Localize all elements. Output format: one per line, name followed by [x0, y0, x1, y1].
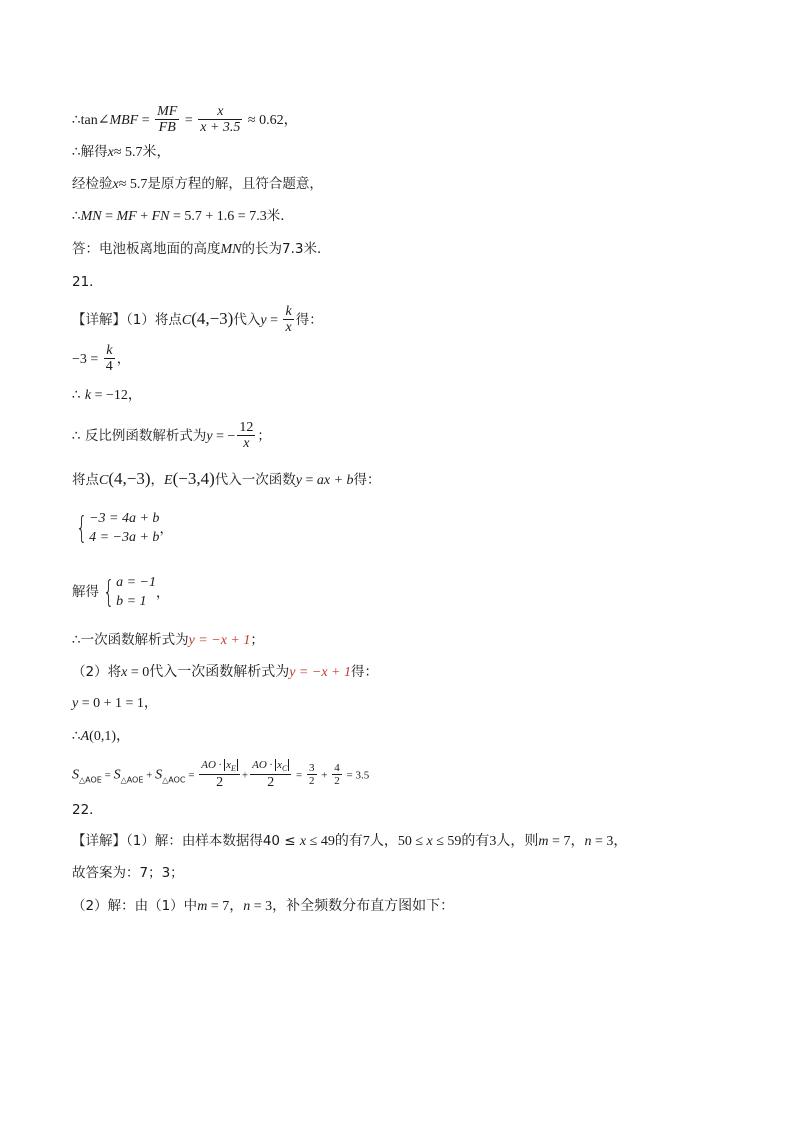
system-solution-line: 解得 { a = −1 b = 1 ，	[72, 574, 170, 610]
mn-sum-line: ∴MN = MF + FN = 5.7 + 1.6 = 7.3米．	[72, 208, 294, 224]
fraction-mf-fb: $\frac{MF}{FB}$	[157, 104, 178, 136]
fraction-4-over-2: $\frac{4}{2}$	[334, 762, 340, 788]
equation-k-over-4: −3 = $\frac{k}{4}$ ，	[72, 343, 131, 375]
sample-data-line: 【详解】（1）解：由样本数据得40 ≤ x ≤ 49的有7人，50 ≤ x ≤ 59的有3人，则m = 7，n = 3，	[72, 833, 628, 849]
y-value-line: y = 0 + 1 = 1，	[72, 696, 158, 711]
answer-fill-line: 故答案为：7；3；	[72, 865, 184, 881]
linear-function-line: ∴一次函数解析式为y = −x + 1；	[72, 632, 264, 648]
question-number-22: 22．	[72, 802, 103, 818]
left-brace-icon: {	[102, 574, 115, 610]
left-brace-icon: {	[75, 510, 88, 546]
histogram-intro-line: （2）解：由（1）中m = 7，n = 3，补全频数分布直方图如下：	[72, 898, 455, 914]
fraction-3-over-2: $\frac{3}{2}$	[309, 762, 315, 788]
detail-step-1-line: 【详解】（1）将点C(4,−3)代入y = $\frac{k}{x}$ 得：	[72, 304, 323, 336]
equation-system-ab: { −3 = 4a + b 4 = −3a + b ，	[75, 510, 173, 546]
question-number-21: 21．	[72, 274, 103, 290]
substitute-points-line: 将点C(4,−3)，E(−3,4)代入一次函数y = ax + b得：	[72, 469, 381, 488]
fraction-x-over-x35: $\frac{x}{x + 3.5}$	[200, 104, 241, 136]
k-value-line: ∴ k = −12，	[72, 387, 142, 403]
tan-mbf-equation: ∴tan∠MBF = $\frac{MF}{FB}$ = $\frac{x}{x + 3.5}$ ≈ 0.62，	[72, 104, 298, 136]
answer-line: 答：电池板离地面的高度MN的长为7.3米．	[72, 241, 331, 257]
fraction-ao-xe-over-2: $\frac{AO \cdot x_E}{2}$	[199, 759, 240, 790]
inverse-function-line: ∴ 反比例函数解析式为y = − $\frac{12}{x}$ ；	[72, 420, 271, 452]
fraction-k-over-x: $\frac{k}{x}$	[285, 304, 292, 336]
check-solution-line: 经检验x≈ 5.7是原方程的解，且符合题意，	[72, 176, 323, 192]
fraction-12-over-x: $\frac{12}{x}$	[239, 420, 254, 452]
area-sum-equation: $S_{\triangle AOE} = S_{\triangle AOE} + S_{\triangle AOC}$ = $\frac{AO \cdot x_E}{2}$ + $\frac{AO \cdot x_C}{2}$ = $\frac{3}{2}$ + $\frac{4}{2}$ = 3.5	[72, 759, 370, 790]
fraction-k-over-4: $\frac{k}{4}$	[105, 343, 113, 375]
fraction-ao-xc-over-2: $\frac{AO \cdot x_C}{2}$	[250, 759, 291, 790]
point-a-line: ∴A(0,1)，	[72, 728, 130, 744]
detail-step-2-line: （2）将x = 0代入一次函数解析式为y = −x + 1得：	[72, 664, 378, 680]
solve-x-line: ∴解得x≈ 5.7米，	[72, 144, 171, 160]
